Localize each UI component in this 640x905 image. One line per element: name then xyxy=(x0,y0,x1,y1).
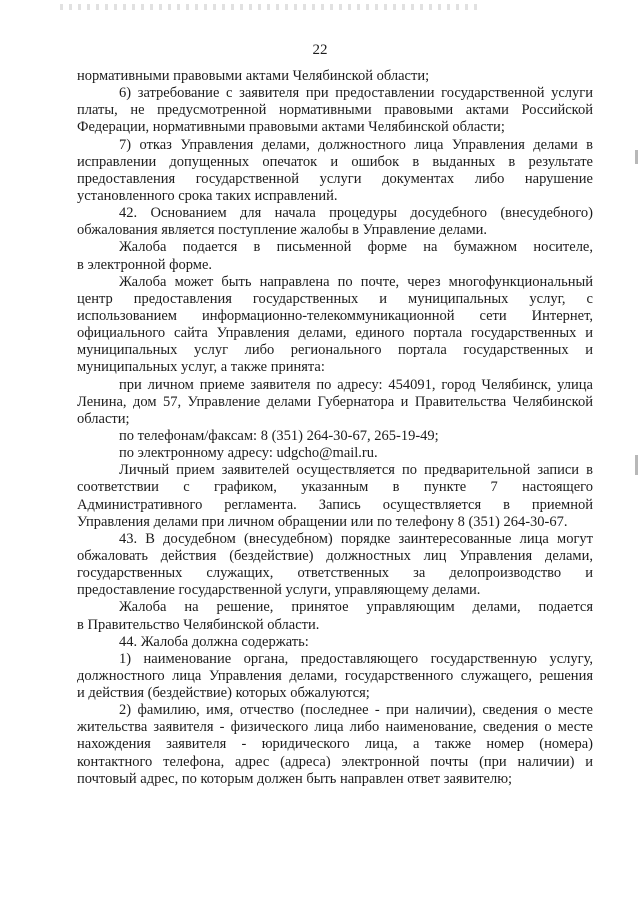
text-line: центр предоставления государственных и муниципальных услуг, с xyxy=(77,290,593,307)
text-line: Федерации, нормативными правовыми актами Челябинской области; xyxy=(77,119,505,136)
text-line: должностного лица Управления делами, государственного служащего, решения xyxy=(77,667,593,684)
text-line: обжаловать действия (бездействие) должностных лиц Управления делами, xyxy=(77,547,593,564)
text-line: обжалования является поступление жалобы в Управление делами. xyxy=(77,222,488,239)
text-line: предоставления государственной услуги документах либо нарушение xyxy=(77,170,593,187)
text-line: муниципальных услуг, а также принята: xyxy=(77,359,325,376)
text-line: 7) отказ Управления делами, должностного лица Управления делами в xyxy=(119,136,593,153)
text-line: Управления делами при личном обращении или по телефону 8 (351) 264-30-67. xyxy=(77,513,568,530)
text-line: Ленина, дом 57, Управление делами Губернатора и Правительства Челябинской xyxy=(77,393,593,410)
scan-margin-mark xyxy=(635,150,638,164)
text-line: муниципальных услуг либо регионального портала государственных и xyxy=(77,342,593,359)
scan-artifact xyxy=(60,4,480,10)
text-line: платы, не предусмотренной нормативными правовыми актами Российской xyxy=(77,102,593,119)
page-number: 22 xyxy=(312,42,328,58)
text-line: почтовый адрес, по которым должен быть направлен ответ заявителю; xyxy=(77,770,513,787)
text-line: исправлении допущенных опечаток и ошибок в выданных в результате xyxy=(77,153,593,170)
text-line: 44. Жалоба должна содержать: xyxy=(119,633,309,650)
text-line: Жалоба на решение, принятое управляющим делами, подается xyxy=(119,599,593,616)
scan-margin-mark xyxy=(635,455,638,475)
text-line: 6) затребование с заявителя при предоставлении государственной услуги xyxy=(119,85,593,102)
text-line: Административного регламента. Запись осуществляется в приемной xyxy=(77,496,593,513)
text-line: области; xyxy=(77,410,130,427)
text-line: 42. Основанием для начала процедуры досудебного (внесудебного) xyxy=(119,205,593,222)
text-line: Жалоба может быть направлена по почте, через многофункциональный xyxy=(119,273,593,290)
text-line: при личном приеме заявителя по адресу: 454091, город Челябинск, улица xyxy=(119,376,593,393)
text-line: нормативными правовыми актами Челябинской области; xyxy=(77,68,430,84)
text-line: государственных служащих, ответственных за делопроизводство и xyxy=(77,565,593,582)
text-line: официального сайта Управления делами, единого портала государственных и xyxy=(77,325,593,342)
text-line: Жалоба подается в письменной форме на бумажном носителе, xyxy=(119,239,593,256)
text-line: соответствии с графиком, указанным в пункте 7 настоящего xyxy=(77,479,593,496)
text-line: 1) наименование органа, предоставляющего государственную услугу, xyxy=(119,650,593,667)
text-line: 43. В досудебном (внесудебном) порядке заинтересованные лица могут xyxy=(119,530,593,547)
text-line: в Правительство Челябинской области. xyxy=(77,616,320,633)
text-line: и действия (бездействие) которых обжалуются; xyxy=(77,685,370,702)
text-line: в электронной форме. xyxy=(77,256,213,273)
text-line: по телефонам/факсам: 8 (351) 264-30-67, 265-19-49; xyxy=(119,427,439,444)
text-line: нахождения заявителя - юридического лица, а также номер (номера) xyxy=(77,736,593,753)
body-text xyxy=(77,68,593,788)
text-line: использованием информационно-телекоммуникационной сети Интернет, xyxy=(77,307,593,324)
text-line: Личный прием заявителей осуществляется по предварительной записи в xyxy=(119,462,593,479)
text-line: жительства заявителя - физического лица либо наименование, сведения о месте xyxy=(77,719,593,736)
text-line: предоставление государственной услуги, управляющему делами. xyxy=(77,582,481,599)
text-line: по электронному адресу: udgcho@mail.ru. xyxy=(119,445,378,462)
text-line: 2) фамилию, имя, отчество (последнее - при наличии), сведения о месте xyxy=(119,702,593,719)
text-line: установленного срока таких исправлений. xyxy=(77,187,338,204)
text-line: контактного телефона, адрес (адреса) электронной почты (при наличии) и xyxy=(77,753,593,770)
